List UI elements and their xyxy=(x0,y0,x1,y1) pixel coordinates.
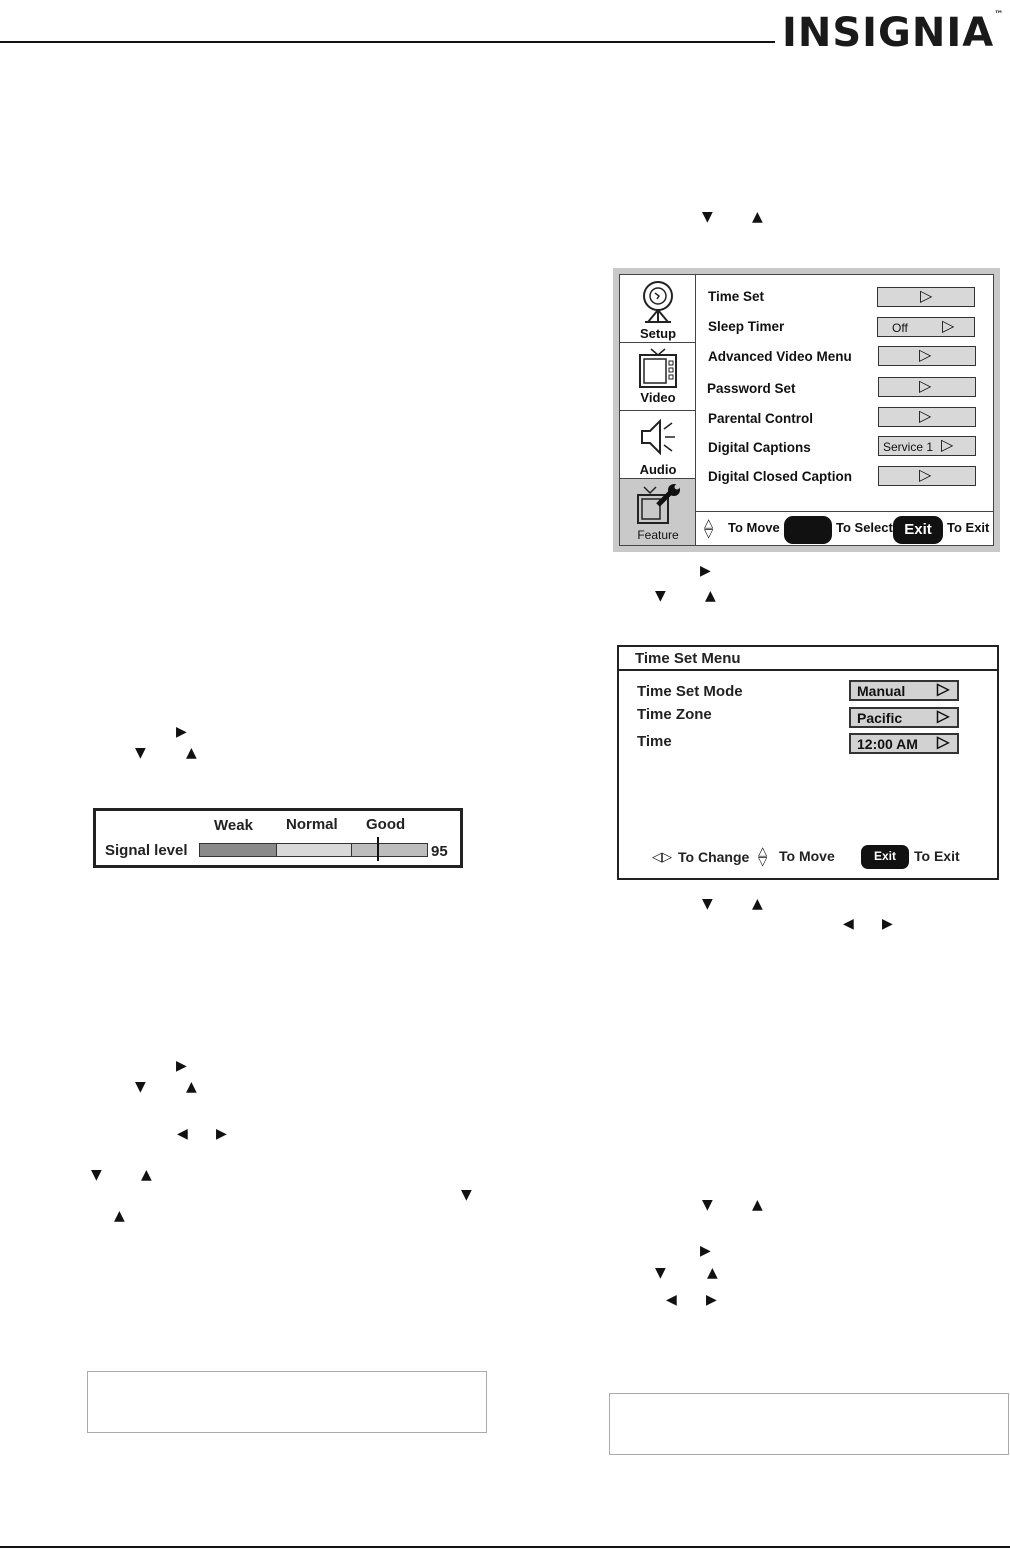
play-triangle-icon: ▷ xyxy=(919,467,932,484)
menu-item-advanced-video[interactable]: Advanced Video Menu xyxy=(708,349,852,364)
up-arrow-icon: ▲ xyxy=(114,1208,125,1224)
menu-item-digital-closed-caption[interactable]: Digital Closed Caption xyxy=(708,469,853,484)
up-arrow-icon: ▲ xyxy=(707,1265,718,1281)
exit-key-label: Exit xyxy=(904,521,932,538)
scale-normal-label: Normal xyxy=(286,816,338,833)
signal-bar-weak-segment xyxy=(199,843,277,857)
time-zone-value: Pacific xyxy=(857,710,903,726)
sidebar-item-setup[interactable] xyxy=(620,275,696,343)
signal-level-meter xyxy=(93,808,463,868)
play-triangle-icon: ▷ xyxy=(919,347,932,364)
play-triangle-icon: ▷ xyxy=(919,378,932,395)
signal-bar-normal-segment xyxy=(276,843,352,857)
feature-menu-footer xyxy=(696,511,993,545)
play-triangle-icon: ▷ xyxy=(920,288,933,305)
advanced-video-value-box[interactable] xyxy=(878,346,976,366)
down-arrow-icon: ▼ xyxy=(135,1079,146,1095)
play-triangle-icon: ▷ xyxy=(937,734,950,751)
right-arrow-icon: ▶ xyxy=(176,724,187,740)
time-set-value-box[interactable] xyxy=(877,287,975,307)
down-arrow-icon: ▼ xyxy=(461,1187,472,1203)
time-set-menu-screen xyxy=(617,645,999,880)
digital-captions-value: Service 1 xyxy=(883,440,934,454)
speaker-icon xyxy=(638,417,678,457)
right-arrow-icon: ▶ xyxy=(176,1058,187,1074)
exit-key-icon xyxy=(893,516,943,544)
sidebar-label-video: Video xyxy=(640,390,676,405)
time-set-menu-title: Time Set Menu xyxy=(635,650,741,667)
menu-item-time-set[interactable]: Time Set xyxy=(708,289,765,304)
play-triangle-icon: ▷ xyxy=(941,437,954,454)
footer-exit-hint: To Exit xyxy=(914,848,960,864)
up-arrow-icon: ▲ xyxy=(186,1079,197,1095)
time-value-box[interactable] xyxy=(849,733,959,754)
time-set-menu-header xyxy=(619,647,997,671)
digital-closed-caption-value-box[interactable] xyxy=(878,466,976,486)
menu-item-parental-control[interactable]: Parental Control xyxy=(708,411,814,426)
left-arrow-icon: ◀ xyxy=(843,916,854,932)
up-arrow-icon: ▲ xyxy=(752,209,763,225)
up-arrow-icon: ▲ xyxy=(752,1197,763,1213)
sidebar-item-feature[interactable] xyxy=(620,479,696,545)
play-triangle-icon: ▷ xyxy=(937,708,950,725)
signal-bar xyxy=(199,843,428,859)
up-down-arrows-icon: △ ▽ xyxy=(758,844,768,868)
down-arrow-icon: ▼ xyxy=(91,1167,102,1183)
header-rule xyxy=(0,41,775,43)
up-arrow-icon: ▲ xyxy=(705,588,716,604)
scale-good-label: Good xyxy=(366,816,406,833)
time-zone-label[interactable]: Time Zone xyxy=(637,706,712,723)
password-set-value-box[interactable] xyxy=(878,377,976,397)
signal-level-marker xyxy=(377,837,379,861)
signal-bar-good-segment xyxy=(351,843,428,857)
down-arrow-icon: ▼ xyxy=(135,745,146,761)
select-key-icon xyxy=(784,516,832,544)
right-arrow-icon: ▶ xyxy=(706,1292,717,1308)
sidebar-item-audio[interactable] xyxy=(620,411,696,479)
sidebar-label-feature: Feature xyxy=(637,528,679,542)
feature-menu-panel xyxy=(619,274,994,546)
time-label[interactable]: Time xyxy=(637,733,672,750)
left-right-arrows-icon: ◁▷ xyxy=(652,849,672,864)
up-down-arrows-icon: △ ▽ xyxy=(704,516,714,540)
right-arrow-icon: ▶ xyxy=(216,1126,227,1142)
digital-captions-value-box[interactable] xyxy=(878,436,976,456)
down-arrow-icon: ▼ xyxy=(655,588,666,604)
brand-logo: INSIGNIA™ xyxy=(782,10,1005,56)
right-arrow-icon: ▶ xyxy=(700,563,711,579)
time-set-mode-value-box[interactable] xyxy=(849,680,959,701)
sidebar-item-video[interactable] xyxy=(620,343,696,411)
up-arrow-icon: ▲ xyxy=(186,745,197,761)
up-arrow-icon: ▲ xyxy=(141,1167,152,1183)
footer-exit-hint: To Exit xyxy=(947,520,990,535)
footer-select-hint: To Select xyxy=(836,520,893,535)
up-arrow-icon: ▲ xyxy=(752,896,763,912)
footer-change-hint: To Change xyxy=(678,849,750,865)
signal-level-label: Signal level xyxy=(105,842,188,859)
menu-item-sleep-timer[interactable]: Sleep Timer xyxy=(708,319,785,334)
scale-weak-label: Weak xyxy=(214,817,253,834)
down-arrow-icon: ▼ xyxy=(655,1265,666,1281)
down-arrow-icon: ▼ xyxy=(702,1197,713,1213)
time-set-mode-label[interactable]: Time Set Mode xyxy=(637,683,743,700)
sidebar-label-setup: Setup xyxy=(639,326,677,341)
left-arrow-icon: ◀ xyxy=(666,1292,677,1308)
time-zone-value-box[interactable] xyxy=(849,707,959,728)
exit-key-label: Exit xyxy=(873,849,896,863)
sleep-timer-value: Off xyxy=(892,321,908,335)
right-arrow-icon: ▶ xyxy=(882,916,893,932)
tv-icon xyxy=(638,347,678,391)
down-arrow-icon: ▼ xyxy=(702,896,713,912)
left-arrow-icon: ◀ xyxy=(177,1126,188,1142)
exit-key-icon xyxy=(861,845,909,869)
note-box xyxy=(609,1393,1009,1455)
sidebar-label-audio: Audio xyxy=(639,462,677,477)
footer-move-hint: To Move xyxy=(779,848,835,864)
parental-control-value-box[interactable] xyxy=(878,407,976,427)
satellite-dish-icon xyxy=(640,279,676,323)
play-triangle-icon: ▷ xyxy=(937,681,950,698)
note-box xyxy=(87,1371,487,1433)
time-set-mode-value: Manual xyxy=(857,683,906,699)
menu-item-password-set[interactable]: Password Set xyxy=(707,381,796,396)
signal-level-value: 95 xyxy=(431,843,448,860)
down-arrow-icon: ▼ xyxy=(702,209,713,225)
feature-menu-screen xyxy=(613,268,1000,552)
menu-item-digital-captions[interactable]: Digital Captions xyxy=(708,440,811,455)
right-arrow-icon: ▶ xyxy=(700,1243,711,1259)
feature-menu-list xyxy=(696,275,993,511)
footer-move-hint: To Move xyxy=(728,520,780,535)
sleep-timer-value-box[interactable] xyxy=(877,317,975,337)
footer-rule xyxy=(0,1546,1010,1548)
tv-wrench-icon xyxy=(636,483,682,527)
play-triangle-icon: ▷ xyxy=(942,318,955,335)
time-value: 12:00 AM xyxy=(857,736,918,752)
play-triangle-icon: ▷ xyxy=(919,408,932,425)
